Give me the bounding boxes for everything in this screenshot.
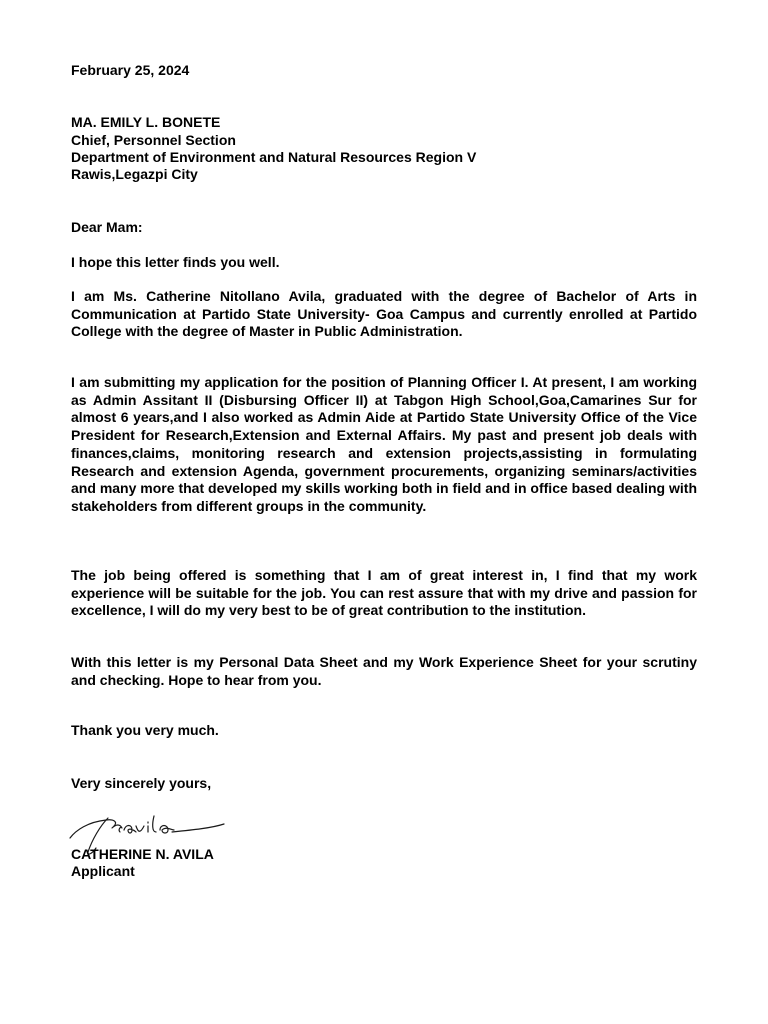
paragraph-education: I am Ms. Catherine Nitollano Avila, graduated with the degree of Bachelor of Arts in Communication at Partido State University- Goa Campus and currently enrolled at Partido College with the degree of Master in Public Administration.	[71, 288, 697, 340]
paragraph-interest: The job being offered is something that I am of great interest in, I find that my work experience will be suitable for the job. You can rest assure that with my drive and passion for excellence, I will do my very best to be of great contribution to the institution.	[71, 567, 697, 619]
closing-line: Very sincerely yours,	[71, 775, 212, 791]
paragraph-attachments: With this letter is my Personal Data Sheet and my Work Experience Sheet for your scrutiny and checking. Hope to hear from you.	[71, 654, 697, 688]
salutation: Dear Mam:	[71, 219, 143, 235]
thanks-line: Thank you very much.	[71, 722, 219, 738]
paragraph-experience: I am submitting my application for the position of Planning Officer I. At present, I am working as Admin Assitant II (Disbursing Officer II) at Tabgon High School,Goa,Camarines Sur for almost 6 years,and I also worked as Admin Aide at Partido State University Office of the Vice President for Research,Extension and External Affairs. My past and present job deals with finances,claims, monitoring research and extension projects,assisting in formulating Research and extension Agenda, government procurements, organizing seminars/activities and many more that developed my skills working both in field and in office based dealing with stakeholders from different groups in the community.	[71, 374, 697, 514]
letter-date: February 25, 2024	[71, 62, 190, 78]
recipient-address: Rawis,Legazpi City	[71, 166, 198, 182]
opening-line: I hope this letter finds you well.	[71, 254, 280, 270]
signatory-name: CATHERINE N. AVILA	[71, 846, 214, 862]
recipient-department: Department of Environment and Natural Resources Region V	[71, 149, 477, 165]
recipient-title: Chief, Personnel Section	[71, 132, 236, 148]
signatory-role: Applicant	[71, 863, 135, 879]
recipient-name: MA. EMILY L. BONETE	[71, 114, 221, 130]
